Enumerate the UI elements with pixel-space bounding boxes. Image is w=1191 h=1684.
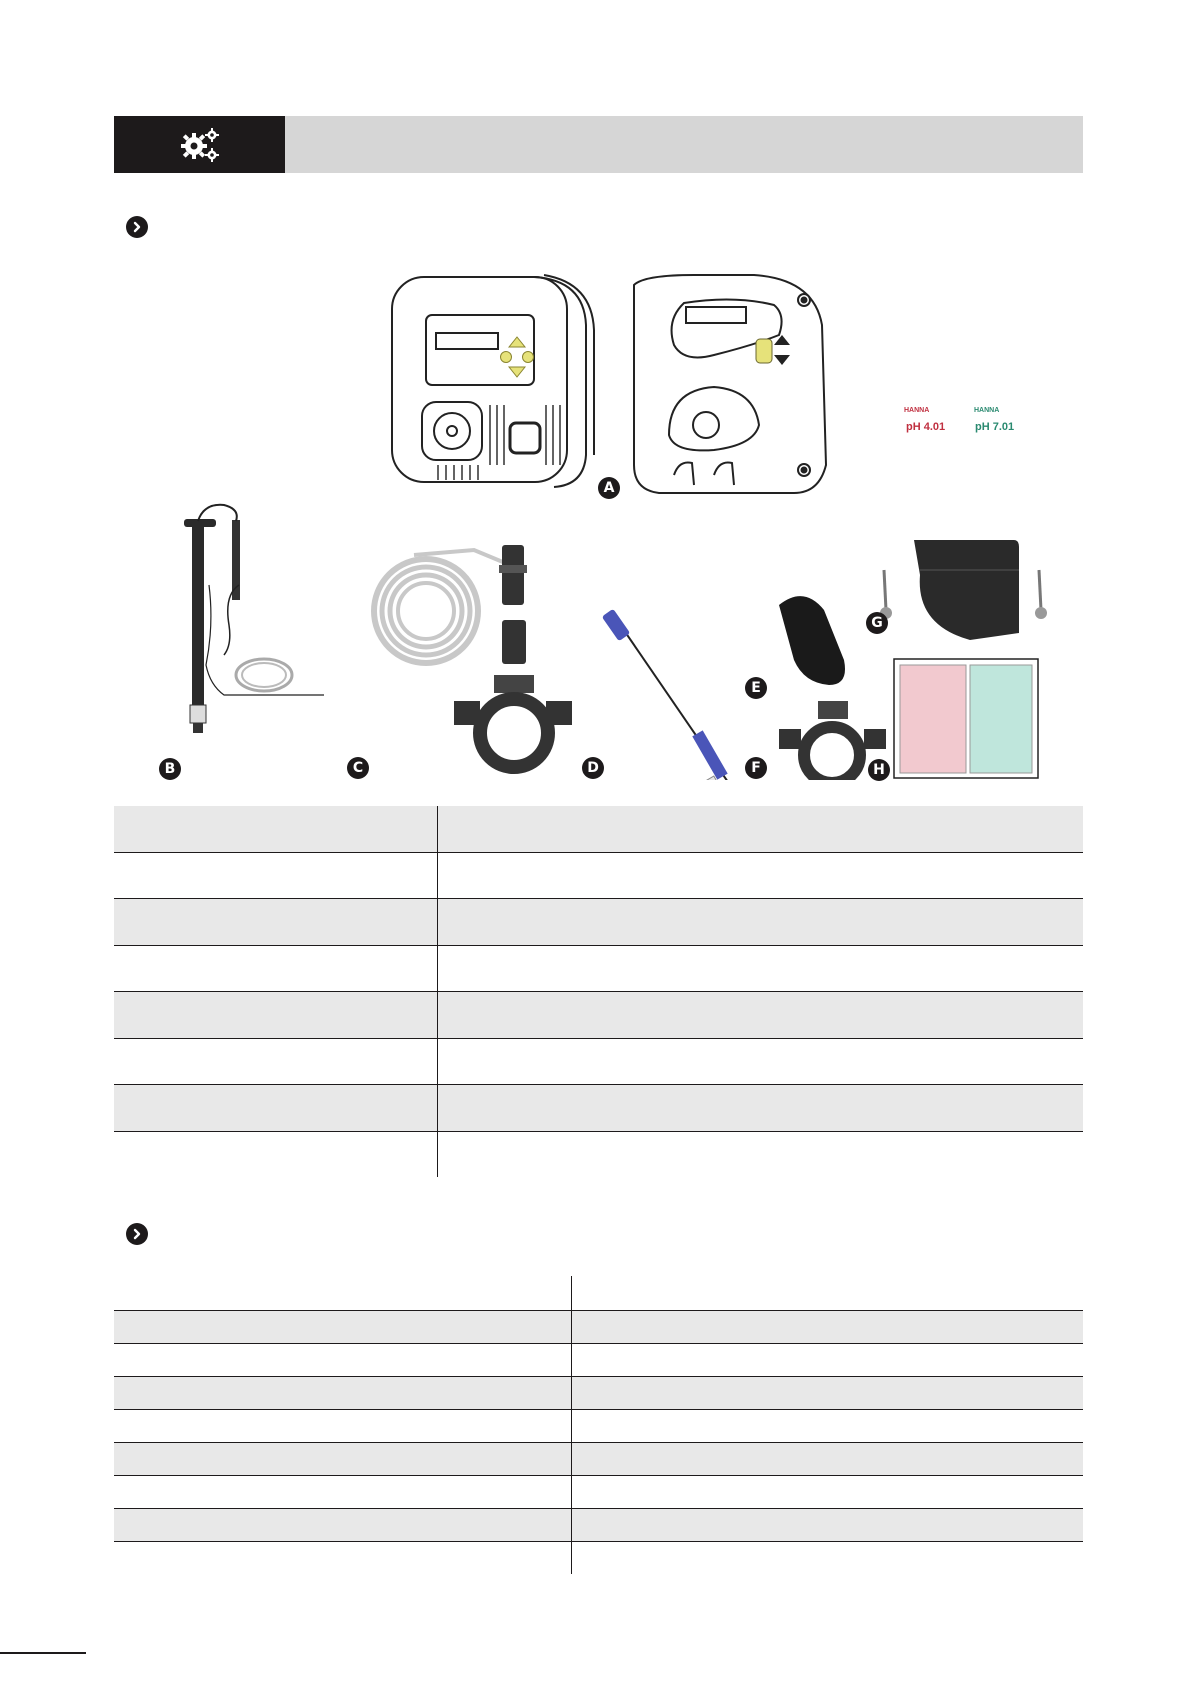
- table-cell-value: [572, 1509, 1084, 1542]
- table-cell-key: [114, 945, 438, 992]
- table-cell-key: [114, 1377, 572, 1410]
- table-cell-key: [114, 1476, 572, 1509]
- table-row: [114, 1542, 1083, 1575]
- table-cell-key: [114, 1410, 572, 1443]
- table-cell-key: [114, 806, 438, 852]
- gears-icon: [178, 126, 222, 164]
- table-cell-key: [114, 1443, 572, 1476]
- table-row: [114, 852, 1083, 899]
- table-cell-value: [438, 945, 1084, 992]
- table-cell-key: [114, 1542, 572, 1575]
- pack-contents-table: [114, 806, 1083, 1177]
- pack-contents-figure: [114, 265, 1083, 780]
- section2-bullet-icon: [126, 1223, 148, 1245]
- table-cell-key: [114, 1131, 438, 1177]
- table-header-value: [572, 1276, 1084, 1311]
- table-cell-value: [572, 1443, 1084, 1476]
- table-cell-value: [438, 1085, 1084, 1132]
- table-cell-value: [438, 1038, 1084, 1085]
- header-icon-box: [114, 116, 285, 173]
- figure-label-e: E: [745, 677, 767, 699]
- buffer-sachets: [894, 659, 1038, 778]
- figure-label-c: C: [347, 757, 369, 779]
- tubing-coil: [374, 550, 510, 663]
- figure-label-d: D: [582, 757, 604, 779]
- footer-divider: [0, 1652, 86, 1654]
- figure-label-f: F: [745, 757, 767, 779]
- table-cell-key: [114, 1311, 572, 1344]
- table-row: [114, 992, 1083, 1039]
- sachet-brand-1: HANNA: [904, 407, 930, 414]
- controller-unit-1: [392, 275, 594, 487]
- table-cell-key: [114, 1038, 438, 1085]
- figure-label-b: B: [159, 758, 181, 780]
- fittings-and-clamp: [454, 545, 572, 767]
- table-cell-key: [114, 992, 438, 1039]
- table-row: [114, 1443, 1083, 1476]
- table-row: [114, 1410, 1083, 1443]
- pack-contents-illustration: [114, 265, 1083, 780]
- probe-holder: [184, 505, 324, 733]
- table-cell-value: [572, 1476, 1084, 1509]
- table-header-row: [114, 1276, 1083, 1311]
- table-row: [114, 1311, 1083, 1344]
- table-header-key: [114, 1276, 572, 1311]
- table-cell-value: [438, 992, 1084, 1039]
- wall-bracket: [880, 540, 1047, 640]
- figure-label-h: H: [868, 759, 890, 781]
- table-row: [114, 945, 1083, 992]
- specifications-table: [114, 1276, 1083, 1574]
- table-row: [114, 899, 1083, 946]
- table-cell-value: [438, 1131, 1084, 1177]
- table-cell-value: [438, 806, 1084, 852]
- table-row: [114, 1085, 1083, 1132]
- figure-label-g: G: [866, 612, 888, 634]
- table-cell-value: [572, 1542, 1084, 1575]
- table-row: [114, 1509, 1083, 1542]
- table-row: [114, 1038, 1083, 1085]
- table-row: [114, 1131, 1083, 1177]
- figure-label-a: A: [598, 477, 620, 499]
- table-row: [114, 806, 1083, 852]
- table-cell-value: [572, 1344, 1084, 1377]
- foot-filter: [779, 596, 845, 685]
- table-row: [114, 1377, 1083, 1410]
- table-cell-key: [114, 1509, 572, 1542]
- table-cell-key: [114, 1085, 438, 1132]
- table-cell-key: [114, 1344, 572, 1377]
- section1-bullet-icon: [126, 216, 148, 238]
- table-cell-value: [572, 1377, 1084, 1410]
- table-cell-value: [572, 1410, 1084, 1443]
- controller-unit-2: [634, 275, 826, 493]
- table-row: [114, 1476, 1083, 1509]
- table-cell-key: [114, 852, 438, 899]
- table-cell-key: [114, 899, 438, 946]
- sachet-label-ph4: pH 4.01: [906, 421, 946, 433]
- table-cell-value: [438, 852, 1084, 899]
- sachet-brand-2: HANNA: [974, 407, 1000, 414]
- sachet-label-ph7: pH 7.01: [975, 421, 1015, 433]
- section-header-bar: [114, 116, 1083, 173]
- table-cell-value: [572, 1311, 1084, 1344]
- table-row: [114, 1344, 1083, 1377]
- ph-electrode: [602, 609, 754, 780]
- table-cell-value: [438, 899, 1084, 946]
